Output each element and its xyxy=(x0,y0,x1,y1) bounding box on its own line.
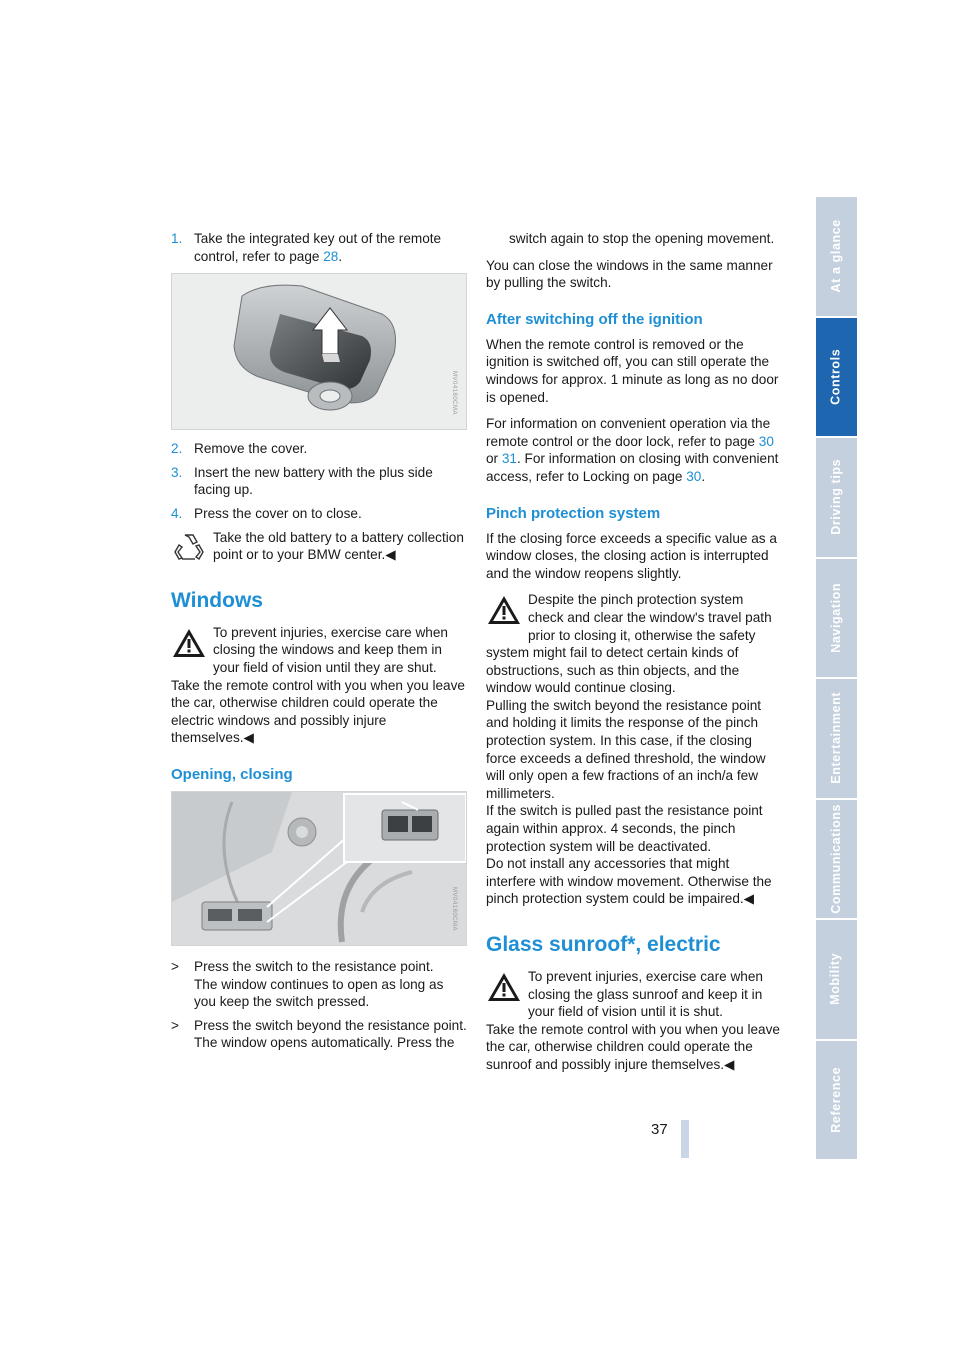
opening-closing-heading: Opening, closing xyxy=(171,765,293,783)
info-text: For information on convenient operation via the remote control or the door lock, refer to page 30 or 31. For information on closing with convenient access, refer to Locking on page 30. xyxy=(486,416,779,484)
tab-navigation[interactable]: Navigation xyxy=(816,559,857,678)
remote-key-illustration xyxy=(172,274,467,430)
recycle-icon xyxy=(171,531,207,565)
step-4: 4. Press the cover on to close. xyxy=(171,505,362,521)
step-text: Take the integrated key out of the remote control, refer to page xyxy=(194,231,442,264)
page-number-bar xyxy=(681,1120,689,1158)
close-same-text: You can close the windows in the same manner by pulling the switch. xyxy=(486,257,773,291)
figure-code: MV04180CMA xyxy=(451,371,457,416)
tab-entertainment[interactable]: Entertainment xyxy=(816,679,857,798)
page-number: 37 xyxy=(651,1121,668,1138)
windows-warning: To prevent injuries, exercise care when closing the windows and keep them in your field of vision until they are shut. Take the remote control with you when you leave the car, otherwise children could operate the electric windows and possibly injure themselves.◀ xyxy=(171,624,465,746)
bullet-2: > Press the switch beyond the resistance point. The window opens automatically. Press the xyxy=(171,1017,467,1051)
bullet-2-continued: switch again to stop the opening movement. xyxy=(509,231,775,246)
windows-heading: Windows xyxy=(171,588,263,612)
window-switch-illustration xyxy=(172,792,467,946)
left-column xyxy=(171,230,467,1058)
tab-communications[interactable]: Communications xyxy=(816,800,857,919)
step-1: 1. Take the integrated key out of the remote control, refer to page 28. xyxy=(171,231,442,264)
tab-mobility[interactable]: Mobility xyxy=(816,920,857,1039)
tab-reference[interactable]: Reference xyxy=(816,1041,857,1160)
after-ignition-text: When the remote control is removed or the ignition is switched off, you can still operate the windows for approx. 1 minute as long as no door is opened. xyxy=(486,336,779,405)
page-link-30[interactable]: 30 xyxy=(758,433,774,449)
page-link-31[interactable]: 31 xyxy=(501,451,517,467)
pinch-warning: Despite the pinch protection system check and clear the window's travel path prior to closing it, otherwise the safety system might fail to detect certain kinds of obstructions, such as thin objects, and the window would continue closing. Pulling the switch beyond the resistance point and holding it limits the response of the pinch protection system. In this case, if the closing force exceeds a defined threshold, the window will only open a few fractions of an inch/a few millimeters. If the switch is pulled past the resistance point again within approx. 4 seconds, the pinch protection system will be deactivated. Do not install any accessories that might interfere with window movement. Otherwise the pinch protection system could be impaired.◀ xyxy=(486,592,772,907)
step-3: 3. Insert the new battery with the plus side facing up. xyxy=(171,464,433,498)
sunroof-heading: Glass sunroof*, electric xyxy=(486,933,721,956)
warning-icon xyxy=(486,593,522,627)
tab-driving-tips[interactable]: Driving tips xyxy=(816,438,857,557)
bullet-1: > Press the switch to the resistance point. The window continues to open as long as you keep the switch pressed. xyxy=(171,958,444,1010)
chapter-sidebar xyxy=(816,197,857,1160)
window-switch-figure xyxy=(171,791,467,946)
tab-at-a-glance[interactable]: At a glance xyxy=(816,197,857,316)
warning-icon xyxy=(171,626,207,660)
warning-icon xyxy=(486,970,522,1004)
right-column xyxy=(486,230,782,1083)
page-link-30b[interactable]: 30 xyxy=(686,468,702,484)
sunroof-warning: To prevent injuries, exercise care when closing the glass sunroof and keep it in your field of vision until it is shut. Take the remote control with you when you leave the car, otherwise children could operate the sunroof and possibly injure themselves.◀ xyxy=(486,969,780,1072)
page-link-28[interactable]: 28 xyxy=(323,248,339,264)
after-ignition-heading: After switching off the ignition xyxy=(486,310,703,328)
tab-controls[interactable]: Controls xyxy=(816,318,857,437)
remote-key-figure xyxy=(171,273,467,430)
figure-code: MV04180CMA xyxy=(451,886,457,931)
step-2: 2. Remove the cover. xyxy=(171,441,308,457)
step-number: 1. xyxy=(171,231,183,246)
pinch-text: If the closing force exceeds a specific value as a window closes, the closing action is interrupted and the window reopens slightly. xyxy=(486,530,777,581)
pinch-heading: Pinch protection system xyxy=(486,504,661,522)
recycle-note: Take the old battery to a battery collection point or to your BMW center.◀ xyxy=(171,529,467,564)
